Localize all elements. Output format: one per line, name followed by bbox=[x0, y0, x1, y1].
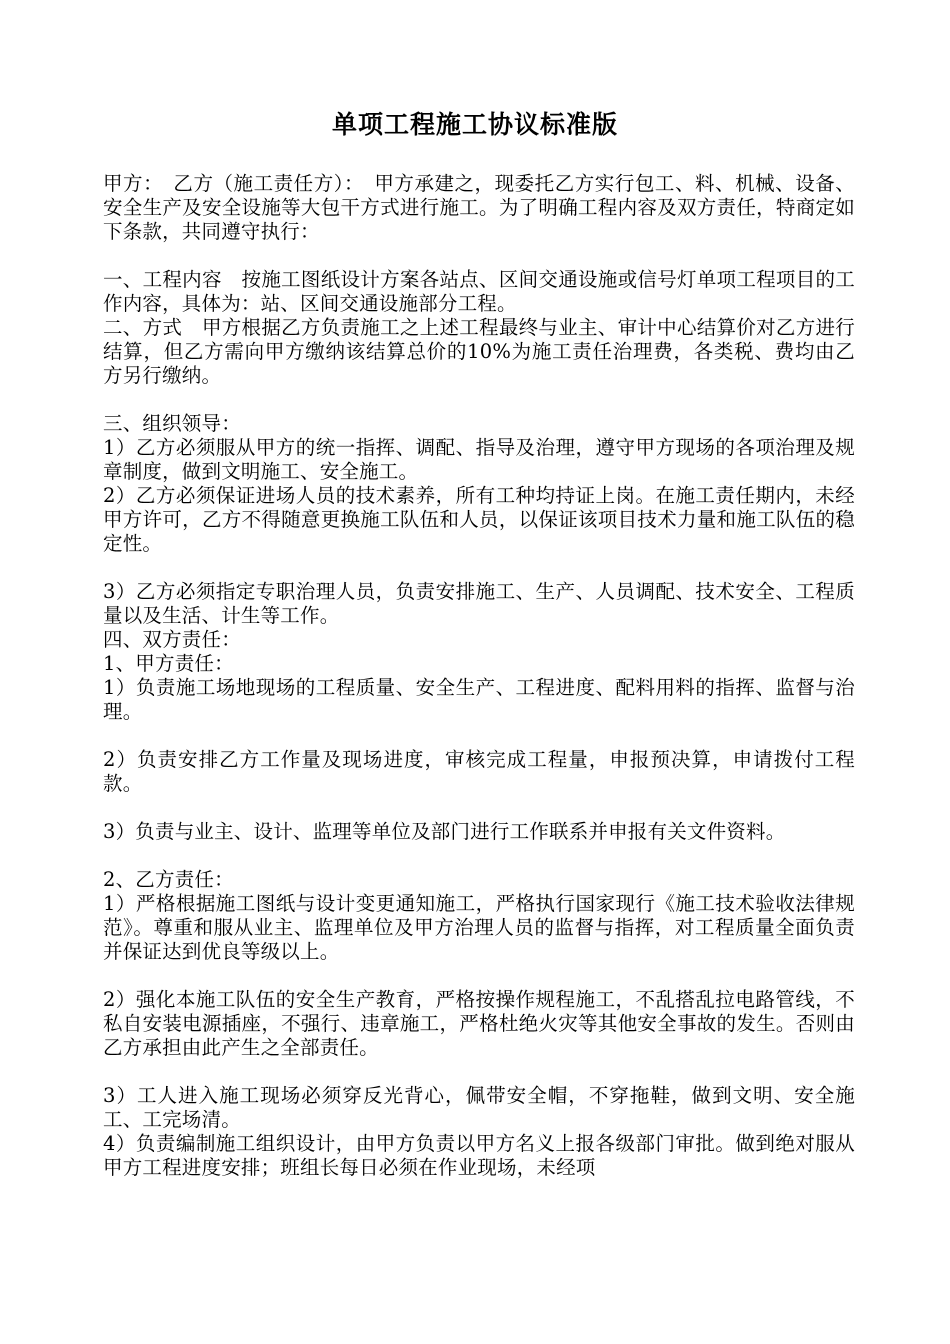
blank-line bbox=[103, 964, 855, 988]
blank-line bbox=[103, 844, 855, 868]
blank-line bbox=[103, 556, 855, 580]
paragraph: 2）负责安排乙方工作量及现场进度，审核完成工程量，申报预决算，申请拨付工程款。 bbox=[103, 748, 855, 795]
blank-line bbox=[103, 724, 855, 748]
blank-line bbox=[103, 796, 855, 820]
paragraph: 2）强化本施工队伍的安全生产教育，严格按操作规程施工，不乱搭乱拉电路管线，不私自安装电源插座，不强行、违章施工，严格杜绝火灾等其他安全事故的发生。否则由乙方承担由此产生之全部责任。 bbox=[103, 988, 855, 1059]
paragraph: 1、甲方责任： bbox=[103, 652, 234, 675]
paragraph: 3）负责与业主、设计、监理等单位及部门进行工作联系并申报有关文件资料。 bbox=[103, 820, 786, 843]
paragraph: 4）负责编制施工组织设计，由甲方负责以甲方名义上报各级部门审批。做到绝对服从甲方工程进度安排；班组长每日必须在作业现场，未经项 bbox=[103, 1132, 855, 1179]
paragraph: 3）工人进入施工现场必须穿反光背心，佩带安全帽，不穿拖鞋，做到文明、安全施工、工完场清。 bbox=[103, 1084, 855, 1131]
paragraph: 1）严格根据施工图纸与设计变更通知施工，严格执行国家现行《施工技术验收法律规范》。尊重和服从业主、监理单位及甲方治理人员的监督与指挥，对工程质量全面负责并保证达到优良等级以上。 bbox=[103, 892, 855, 963]
paragraph: 1）乙方必须服从甲方的统一指挥、调配、指导及治理，遵守甲方现场的各项治理及规章制度，做到文明施工、安全施工。 bbox=[103, 436, 855, 483]
paragraph: 1）负责施工场地现场的工程质量、安全生产、工程进度、配料用料的指挥、监督与治理。 bbox=[103, 676, 855, 723]
blank-line bbox=[103, 1060, 855, 1084]
paragraph: 甲方： 乙方（施工责任方）： 甲方承建之，现委托乙方实行包工、料、机械、设备、安全生产及安全设施等大包干方式进行施工。为了明确工程内容及双方责任，特商定如下条款，共同遵守执行： bbox=[103, 172, 855, 243]
blank-line bbox=[103, 244, 855, 268]
paragraph: 二、方式 甲方根据乙方负责施工之上述工程最终与业主、审计中心结算价对乙方进行结算，但乙方需向甲方缴纳该结算总价的10%为施工责任治理费，各类税、费均由乙方另行缴纳。 bbox=[103, 316, 855, 387]
document-body bbox=[103, 172, 855, 1180]
paragraph: 一、工程内容 按施工图纸设计方案各站点、区间交通设施或信号灯单项工程项目的工作内容，具体为：站、区间交通设施部分工程。 bbox=[103, 268, 855, 315]
paragraph: 四、双方责任： bbox=[103, 628, 241, 651]
paragraph: 2）乙方必须保证进场人员的技术素养，所有工种均持证上岗。在施工责任期内，未经甲方许可，乙方不得随意更换施工队伍和人员，以保证该项目技术力量和施工队伍的稳定性。 bbox=[103, 484, 855, 555]
paragraph: 3）乙方必须指定专职治理人员，负责安排施工、生产、人员调配、技术安全、工程质量以及生活、计生等工作。 bbox=[103, 580, 855, 627]
blank-line bbox=[103, 388, 855, 412]
paragraph: 2、乙方责任： bbox=[103, 868, 234, 891]
document-title: 单项工程施工协议标准版 bbox=[331, 110, 618, 139]
paragraph: 三、组织领导： bbox=[103, 412, 241, 435]
